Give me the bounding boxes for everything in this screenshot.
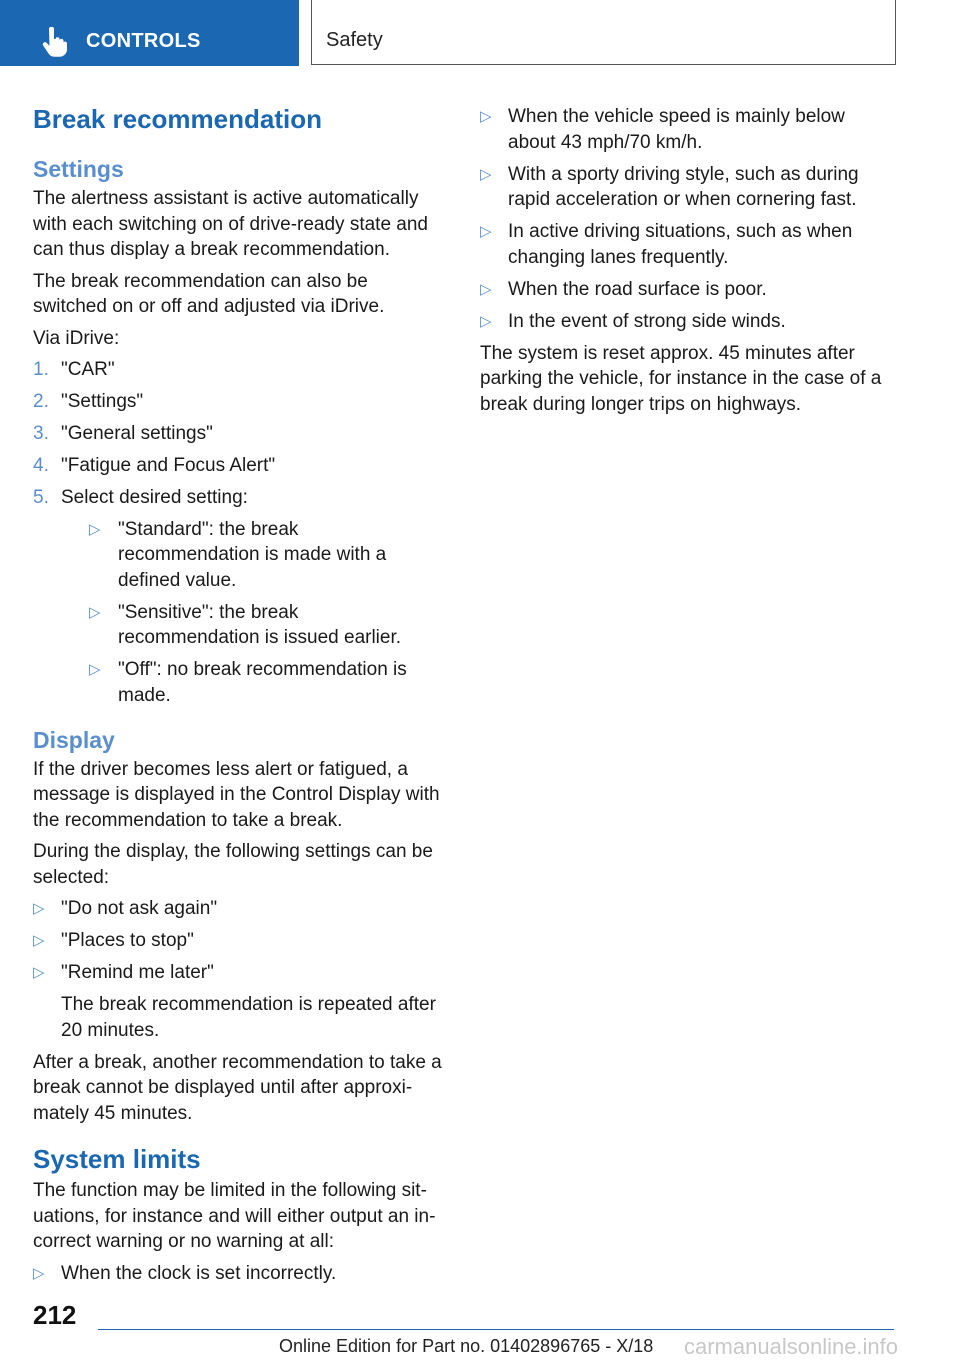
chapter-tab[interactable]	[0, 0, 299, 66]
list-item	[33, 389, 443, 415]
section-header	[311, 0, 896, 65]
step-number: 5.	[33, 487, 49, 508]
limit-text: When the road surface is poor.	[508, 278, 767, 300]
chapter-tab-label: CONTROLS	[86, 30, 201, 52]
list-item	[89, 657, 443, 708]
display-para-1: If the driver becomes less alert or fatigued, a message is displayed in the Control Display with the recommendation to take a break.	[33, 758, 440, 831]
settings-para-3: Via iDrive:	[33, 327, 120, 349]
triangle-bullet-icon: ▷	[480, 280, 492, 298]
list-item	[33, 896, 443, 922]
footer-divider	[98, 1329, 894, 1330]
triangle-bullet-icon: ▷	[480, 165, 492, 183]
triangle-bullet-icon: ▷	[480, 312, 492, 330]
triangle-bullet-icon: ▷	[33, 932, 45, 949]
list-item	[33, 960, 443, 986]
left-column	[33, 100, 443, 1293]
triangle-bullet-icon: ▷	[33, 1264, 45, 1282]
option-text: "Places to stop"	[61, 930, 194, 951]
list-item	[89, 517, 443, 594]
settings-heading: Settings	[33, 156, 124, 182]
section-title: Safety	[326, 29, 383, 51]
step-text: Select desired setting:	[61, 487, 248, 508]
limit-text: In the event of strong side winds.	[508, 310, 786, 332]
page-number: 212	[33, 1300, 77, 1330]
option-text: "Do not ask again"	[61, 898, 218, 919]
settings-para-1: The alertness assistant is active automatically with each switching on of drive-ready state and can thus display a break recommendation.	[33, 188, 428, 260]
step-number: 2.	[33, 391, 49, 412]
triangle-bullet-icon: ▷	[33, 900, 45, 917]
option-text: "Remind me later"	[61, 962, 214, 983]
list-item	[33, 453, 443, 479]
list-item	[480, 277, 890, 303]
display-para-3: After a break, another recommendation to take a break cannot be displayed until after approxi-mately 45 minutes.	[33, 1051, 442, 1124]
remind-note: The break recommendation is repeated after 20 minutes.	[61, 994, 436, 1041]
page-title: Break recommendation	[33, 104, 322, 134]
step-number: 1.	[33, 359, 49, 380]
list-item	[33, 485, 443, 708]
option-text: "Standard": the break recommendation is made with a defined value.	[118, 518, 387, 591]
list-item	[480, 104, 890, 155]
list-item	[33, 421, 443, 447]
list-item	[33, 1261, 443, 1287]
triangle-bullet-icon: ▷	[480, 108, 492, 125]
reset-para: The system is reset approx. 45 minutes after parking the vehicle, for instance in the case of a break during longer trips on highways.	[480, 342, 882, 415]
limit-text: With a sporty driving style, such as during rapid acceleration or when cornering fast.	[508, 163, 859, 210]
option-text: "Off": no break recommendation is made.	[118, 659, 407, 706]
list-item	[480, 162, 890, 213]
idrive-steps	[33, 357, 443, 708]
triangle-bullet-icon: ▷	[89, 661, 101, 678]
display-para-2: During the display, the following settings can be selected:	[33, 841, 433, 888]
triangle-bullet-icon: ▷	[89, 603, 101, 621]
triangle-bullet-icon: ▷	[480, 223, 492, 240]
list-item	[33, 357, 443, 383]
step-text: "General settings"	[61, 423, 213, 444]
setting-options	[89, 517, 443, 709]
watermark: carmanualsonline.info	[684, 1334, 899, 1359]
list-item	[480, 219, 890, 270]
limit-text: In active driving situations, such as when changing lanes frequently.	[508, 221, 853, 268]
triangle-bullet-icon: ▷	[33, 964, 45, 981]
triangle-bullet-icon: ▷	[89, 520, 101, 538]
right-column	[480, 104, 890, 423]
list-item	[33, 928, 443, 954]
display-heading: Display	[33, 726, 115, 753]
step-text: "Fatigue and Focus Alert"	[61, 455, 276, 476]
limits-list-right	[480, 104, 890, 334]
list-item	[480, 309, 890, 335]
settings-para-2: The break recommendation can also be switched on or off and adjusted via iDrive.	[33, 270, 385, 317]
step-text: "Settings"	[61, 391, 144, 412]
display-options	[33, 896, 443, 1043]
edition-text: Online Edition for Part no. 01402896765 - X/18	[279, 1336, 654, 1356]
step-number: 4.	[33, 455, 49, 476]
limits-para-1: The function may be limited in the following sit-uations, for instance and will either output an in-correct warning or no warning at all:	[33, 1180, 436, 1252]
limit-text: When the clock is set incorrectly.	[61, 1262, 337, 1284]
step-number: 3.	[33, 423, 49, 444]
limits-list-left	[33, 1261, 443, 1287]
limit-text: When the vehicle speed is mainly below about 43 mph/70 km/h.	[508, 106, 845, 153]
option-text: "Sensitive": the break recommendation is issued earlier.	[118, 601, 402, 648]
pointing-hand-icon	[40, 27, 68, 57]
step-text: "CAR"	[61, 359, 115, 380]
list-item	[89, 600, 443, 651]
limits-heading: System limits	[33, 1144, 201, 1174]
